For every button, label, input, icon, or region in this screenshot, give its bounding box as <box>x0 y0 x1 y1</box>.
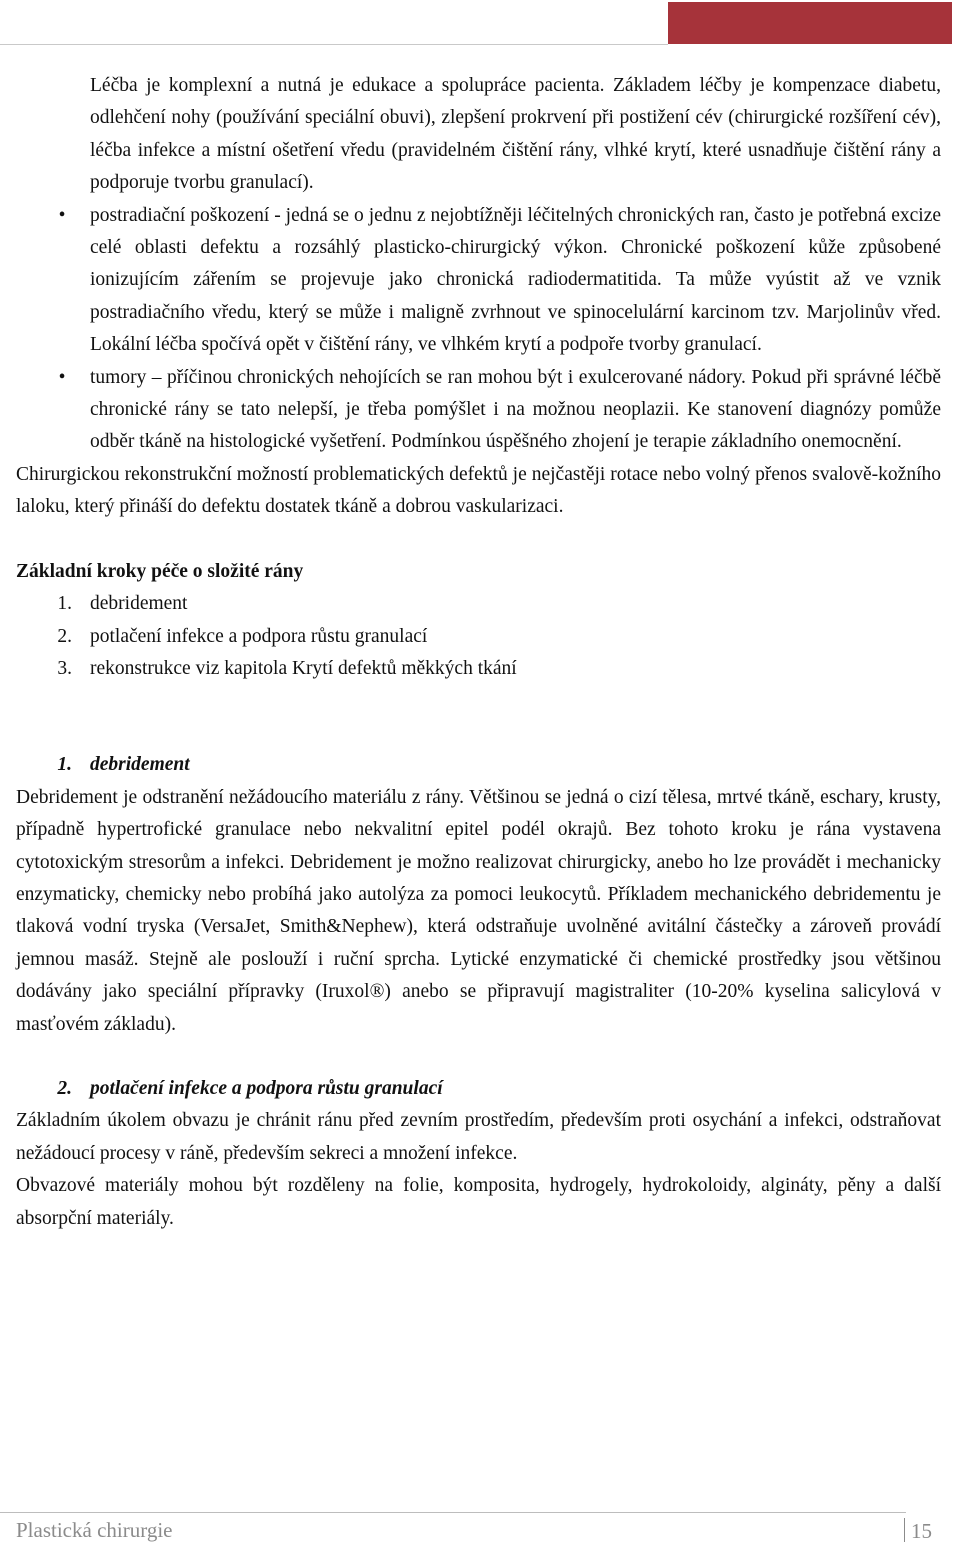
section-2-paragraph-2: Obvazové materiály mohou být rozděleny na folie, komposita, hydrogely, hydrokoloidy, algináty, pěny a další absorpční materiály. <box>16 1175 941 1229</box>
step-item <box>16 588 941 620</box>
header-rule <box>0 44 668 45</box>
step-text: rekonstrukce viz kapitola Krytí defektů měkkých tkání <box>90 657 517 679</box>
bullet-icon: • <box>58 366 66 388</box>
header-accent-block <box>668 2 952 44</box>
page-separator <box>904 1518 905 1542</box>
section-number: 2. <box>57 1077 72 1099</box>
step-text: potlačení infekce a podpora růstu granulací <box>90 625 428 647</box>
bullet-icon: • <box>58 204 66 226</box>
step-number: 2. <box>57 625 72 647</box>
section-1-paragraph: Debridement je odstranění nežádoucího materiálu z rány. Většinou se jedná o cizí tělesa, mrtvé tkáně, eschary, krusty, případně hypertrofické granulace nebo nekvalitní epitel podél okrajů. Bez tohoto kroku je rána vystavena cytotoxickým stresorům a infekci. Debridement je možno realizovat chirurgicky, anebo ho lze provádět i mechanicky enzymaticky, chemicky nebo probíhá jako autolýza za pomoci leukocytů. Příkladem mechanického debridementu je tlaková vodní tryska (VersaJet, Smith&Nephew), která odstraňuje uvolněné avitální částečky a zároveň provádí jemnou masáž. Stejně ale poslouží i ruční sprcha. Lytické enzymatické či chemické prostředky jsou většinou dodávány jako speciální přípravky (Iruxol®) anebo se připravují magistraliter (10-20% kyselina salicylová v masťovém základu). <box>16 786 941 1035</box>
step-number: 3. <box>57 657 72 679</box>
footer-rule <box>0 1512 906 1513</box>
page-content <box>16 70 941 1235</box>
section-title: potlačení infekce a podpora růstu granulací <box>90 1077 443 1099</box>
step-text: debridement <box>90 593 188 615</box>
step-number: 1. <box>57 593 72 615</box>
section-2-paragraph-1: Základním úkolem obvazu je chránit ránu před zevním prostředím, především proti osychání a infekci, odstraňovat nežádoucí procesy v ráně, především sekreci a množení infekce. <box>16 1110 941 1164</box>
section-title: debridement <box>90 754 190 776</box>
section-1-heading <box>16 749 941 781</box>
bullet-item-postradiation <box>16 200 941 362</box>
step-item <box>16 653 941 685</box>
footer-page <box>904 1518 932 1544</box>
intro-paragraph: Léčba je komplexní a nutná je edukace a spolupráce pacienta. Základem léčby je kompenzace diabetu, odlehčení nohy (používání speciální obuvi), zlepšení prokrvení při postižení cév (chirurgické rozšíření cév), léčba infekce a místní ošetření vředu (pravidelném čištění rány, vlhké krytí, které usnadňuje čištění rány a podporuje tvorbu granulací). <box>90 75 941 194</box>
footer-title: Plastická chirurgie <box>16 1518 173 1542</box>
section-2-heading <box>16 1073 941 1105</box>
bullet-text: postradiační poškození - jedná se o jednu z nejobtížněji léčitelných chronických ran, často je potřebná excize celé oblasti defektu a rozsáhlý plasticko-chirurgický výkon. Chronické poškození kůže způsobené ionizujícím zářením se projevuje jako chronická radiodermatitida. Ta může vyústit až ve vznik postradiačního vředu, který se může i maligně zvrhnout ve spinocelulární karcinom tzv. Marjolinův vřed. Lokální léčba spočívá opět v čištění rány, ve vlhkém krytí a podpoře tvorby granulací. <box>90 204 941 356</box>
bullet-text: tumory – příčinou chronických nehojících se ran mohou být i exulcerované nádory. Pokud při správné léčbě chronické rány se tato nelepší, je třeba pomýšlet i na možnou neoplazii. Ke stanovení diagnózy pomůže odběr tkáně na histologické vyšetření. Podmínkou úspěšného zhojení je terapie základního onemocnění. <box>90 366 941 453</box>
steps-heading: Základní kroky péče o složité rány <box>16 560 304 582</box>
bullet-item-tumors <box>16 362 941 459</box>
reconstruction-paragraph: Chirurgickou rekonstrukční možností problematických defektů je nejčastěji rotace nebo volný přenos svalově-kožního laloku, který přináší do defektu dostatek tkáně a dobrou vaskularizaci. <box>16 463 941 518</box>
page-number: 15 <box>911 1519 932 1543</box>
section-number: 1. <box>57 754 72 776</box>
step-item <box>16 621 941 653</box>
